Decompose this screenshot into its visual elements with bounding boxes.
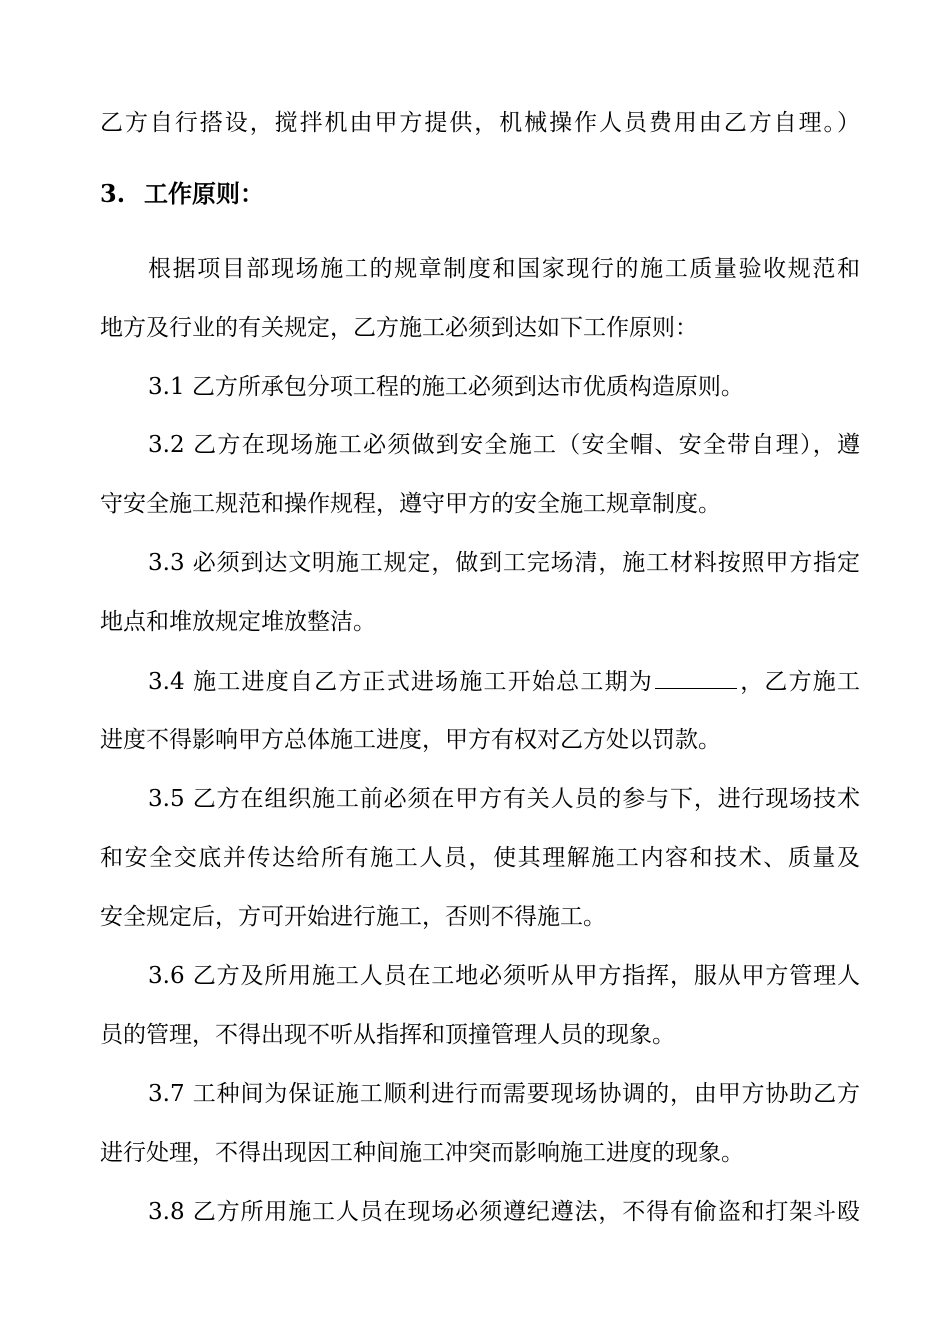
section-heading [100, 178, 264, 210]
clause-3-7: 3.7 工种间为保证施工顺利进行而需要现场协调的，由甲方协助乙方 [148, 1081, 860, 1107]
clause-3-1: 3.1 乙方所承包分项工程的施工必须到达市优质构造原则。 [148, 374, 744, 400]
paragraph-line: 进行处理，不得出现因工种间施工冲突而影响施工进度的现象。 [100, 1140, 744, 1166]
section-number: 3. [100, 179, 126, 208]
duration-blank [655, 666, 737, 689]
paragraph-line: 进度不得影响甲方总体施工进度，甲方有权对乙方处以罚款。 [100, 727, 721, 753]
paragraph-line: 守安全施工规范和操作规程，遵守甲方的安全施工规章制度。 [100, 491, 721, 517]
paragraph-line: 和安全交底并传达给所有施工人员，使其理解施工内容和技术、质量及 [100, 845, 860, 871]
section-title: 工作原则： [144, 179, 264, 208]
clause-3-4-text-end: ，乙方施工 [738, 669, 861, 695]
paragraph-line: 乙方自行搭设，搅拌机由甲方提供，机械操作人员费用由乙方自理。） [100, 110, 860, 136]
paragraph-line: 根据项目部现场施工的规章制度和国家现行的施工质量验收规范和 [148, 256, 860, 282]
clause-3-5: 3.5 乙方在组织施工前必须在甲方有关人员的参与下，进行现场技术 [148, 786, 860, 812]
clause-3-4-text: 3.4 施工进度自乙方正式进场施工开始总工期为 [148, 669, 653, 695]
clause-3-3: 3.3 必须到达文明施工规定，做到工完场清，施工材料按照甲方指定 [148, 550, 860, 576]
clause-3-4 [148, 666, 860, 697]
paragraph-line: 员的管理，不得出现不听从指挥和顶撞管理人员的现象。 [100, 1022, 675, 1048]
paragraph-line: 地方及行业的有关规定，乙方施工必须到达如下工作原则： [100, 315, 698, 341]
paragraph-line: 安全规定后，方可开始进行施工，否则不得施工。 [100, 904, 606, 930]
clause-3-2: 3.2 乙方在现场施工必须做到安全施工（安全帽、安全带自理），遵 [148, 432, 860, 458]
clause-3-6: 3.6 乙方及所用施工人员在工地必须听从甲方指挥，服从甲方管理人 [148, 963, 860, 989]
clause-3-8: 3.8 乙方所用施工人员在现场必须遵纪遵法，不得有偷盗和打架斗殴 [148, 1199, 860, 1225]
paragraph-line: 地点和堆放规定堆放整洁。 [100, 609, 376, 635]
